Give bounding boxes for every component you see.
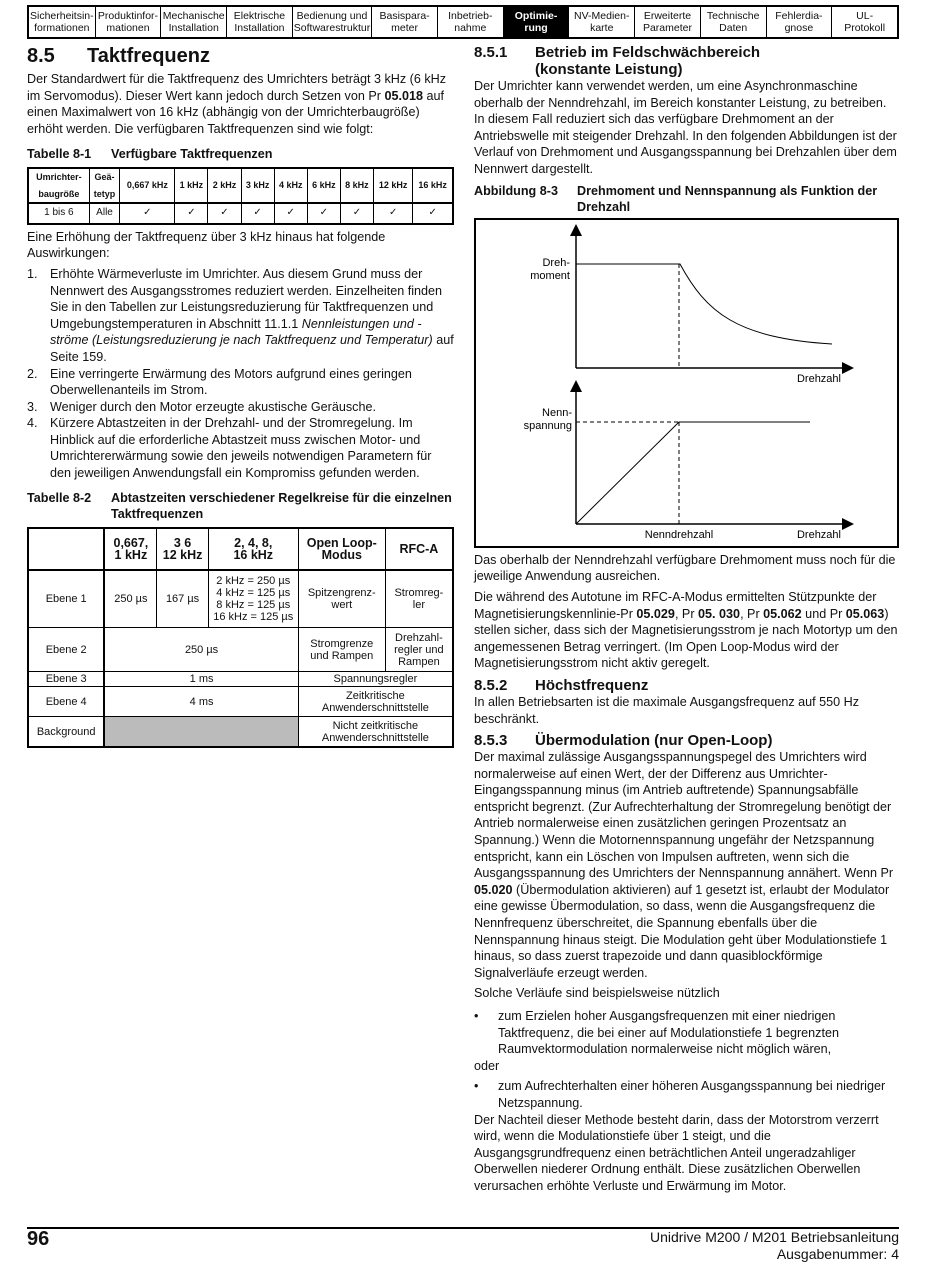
table-header: Open Loop- Modus	[298, 528, 385, 570]
section-8-5-3-heading: 8.5.3 Übermodulation (nur Open-Loop)	[474, 732, 773, 750]
table-header: 3 kHz	[241, 168, 274, 203]
nav-tab[interactable]: Inbetrieb- nahme	[438, 7, 504, 37]
nav-tab[interactable]: Fehlerdia- gnose	[767, 7, 833, 37]
list-item: • zum Erzielen hoher Ausgangsfrequenzen mit einer niedrigen Taktfrequenz, die bei einer auf Modulationstiefe 1 begrenzten Raumvektormodulation normalerweise nicht möglich wären,	[474, 1009, 839, 1057]
figure-8-3-caption: Abbildung 8-3 Drehmoment und Nennspannung als Funktion der Drehzahl	[474, 183, 878, 215]
speed-label-top: Drehzahl	[796, 372, 841, 385]
section-8-5-1-heading: 8.5.1 Betrieb im Feldschwächbereich (konstante Leistung)	[474, 44, 761, 78]
table-8-1-caption: Tabelle 8-1 Verfügbare Taktfrequenzen	[27, 147, 273, 162]
table-header: RFC-A	[385, 528, 453, 570]
table-row: Background Nicht zeitkritische Anwenderschnittstelle	[28, 717, 453, 747]
nav-tab[interactable]: NV-Medien- karte	[569, 7, 635, 37]
oder-text: oder	[474, 1058, 500, 1073]
table-header: 2 kHz	[208, 168, 241, 203]
section-8-5-2-heading: 8.5.2 Höchstfrequenz	[474, 676, 649, 694]
table-header: 3 6 12 kHz	[157, 528, 208, 570]
section-8-5-3-text: Der maximal zulässige Ausgangsspannungspegel des Umrichters wird normalerweise auf einen Wert, der der Differenz aus Umrichter-Eingangsspannung minus (im Antrieb auftretende) Spannungsabfälle entspricht begrenzt. (Zur Aufrechterhaltung der Stromregelung benötigt der Antrieb normalerweise einen zusätzlichen geringen Prozentsatz an Spannung.) Wenn die Motornennspannung ungefähr der Netzspannung entspricht, kann ein Löschen von Impulsen auftreten, wenn sich die Ausgangsspannung des Umrichters der Nennspannung annähert. Wenn Pr 05.020 (Übermodulation aktivieren) auf 1 gesetzt ist, erlaubt der Modulator eine gewisse Übermodulation, so dass, wenn die Ausgangsfrequenz die Nennfrequenz überschreitet, die Spannung ebenfalls über die Nennspannung hinaus steigt. Die Modulation geht über Modulationstiefe 1 hinaus, so dass zuerst trapezoide und dann quasiblockförmige Signalverläufe erzeugt werden.	[474, 750, 894, 980]
list-item: 1. Erhöhte Wärmeverluste im Umrichter. Aus diesem Grund muss der Nennwert des Ausgangsstromes reduziert werden. Einzelheiten finden Sie in den Tabellen zur Leistungsreduzierung für Taktfrequenzen und Umgebungstemperaturen in Abschnitt 11.1.1 Nennleistungen und -ströme (Leistungsreduzierung je nach Taktfrequenz und Temperatur) auf Seite 159.	[27, 266, 454, 364]
section-8-5-1-text: Der Umrichter kann verwendet werden, um eine Asynchronmaschine oberhalb der Nenndrehzahl, im Bereich konstanter Leistung, zu betreiben. In diesem Fall reduziert sich das verfügbare Drehmoment an der Antriebswelle mit steigender Drehzahl. In den folgenden Abbildungen ist der Verlauf von Drehmoment und Ausgangsspannung bei Drehzahlen über dem Nennwert dargestellt.	[474, 79, 897, 176]
nav-tab[interactable]: Elektrische Installation	[227, 7, 293, 37]
torque-voltage-diagram	[476, 220, 897, 546]
table-header: Geä- tetyp	[89, 168, 120, 203]
list-item: 3. Weniger durch den Motor erzeugte akustische Geräusche.	[27, 399, 376, 414]
chapter-nav	[27, 5, 899, 39]
nav-tab[interactable]: UL- Protokoll	[844, 10, 886, 34]
table-row: Ebene 1 250 µs 167 µs 2 kHz = 250 µs 4 kHz = 125 µs 8 kHz = 125 µs 16 kHz = 125 µs Spitzengrenz- wert Stromreg- ler	[28, 570, 453, 628]
figure-8-3	[474, 218, 899, 548]
effects-intro: Eine Erhöhung der Taktfrequenz über 3 kHz hinaus hat folgende Auswirkungen:	[27, 229, 386, 261]
table-cell: ✓	[208, 203, 241, 224]
table-header: 0,667 kHz	[120, 168, 175, 203]
table-header: 16 kHz	[413, 168, 453, 203]
table-header	[28, 528, 104, 570]
list-item: 4. Kürzere Abtastzeiten in der Drehzahl- und der Stromregelung. Im Hinblick auf die erforderliche Abtastzeit muss zwischen Motor- und Umrichtererwärmung sowie den jeweils notwendigen Parametern für den jeweiligen Anwendungsfall ein Kompromiss gefunden werden.	[27, 416, 432, 481]
nav-tab[interactable]: Optimie- rung	[504, 7, 570, 37]
table-row: Ebene 2 250 µs Stromgrenze und Rampen Drehzahl- regler und Rampen	[28, 628, 453, 672]
table-row: Ebene 4 4 ms Zeitkritische Anwenderschnittstelle	[28, 687, 453, 717]
list-item: • zum Aufrechterhalten einer höheren Ausgangsspannung bei niedriger Netzspannung.	[474, 1079, 886, 1110]
table-header: 8 kHz	[340, 168, 373, 203]
table-header: 0,667, 1 kHz	[104, 528, 157, 570]
autotune-text: Die während des Autotune im RFC-A-Modus ermittelten Stützpunkte der Magnetisierungskennlinie-Pr 05.029, Pr 05. 030, Pr 05.062 und Pr 05.063) stellen sicher, dass sich der Magnetisierungsstrom je nach Motortyp um den angemessenen Betrag verringert. (Im Open Loop-Modus wird der Magnetisierungsstrom nicht aktiv geregelt.	[474, 589, 898, 671]
speed-label-bottom: Drehzahl	[796, 528, 841, 541]
nav-tab[interactable]: Sicherheitsin- formationen	[29, 7, 96, 37]
table-cell: ✓	[307, 203, 340, 224]
nav-tab[interactable]: Technische Daten	[701, 7, 767, 37]
nav-tab[interactable]: Erweiterte Parameter	[635, 7, 701, 37]
table-header: 6 kHz	[307, 168, 340, 203]
table-cell: Alle	[89, 203, 120, 224]
nav-tab[interactable]: Produktinfor- mationen	[96, 7, 162, 37]
table-header: 12 kHz	[373, 168, 412, 203]
voltage-label: Nenn-spannung	[523, 406, 572, 432]
table-cell: ✓	[175, 203, 208, 224]
table-8-2	[27, 527, 454, 748]
disadvantage-text: Der Nachteil dieser Methode besteht darin, dass der Motorstrom verzerrt wird, wenn die Modulationstiefe über 1 steigt, und die Ausgangsgrundfrequenz einen beträchtlichen Anteil ungeradzahliger Oberwellen niederer Ordnung enthält. Diese zusätzlichen Oberwellen verursachen erhöhte Verluste und Erwärmung im Motor.	[474, 1112, 879, 1193]
section-8-5-heading: 8.5 Taktfrequenz	[27, 45, 210, 67]
useful-text: Solche Verläufe sind beispielsweise nützlich	[474, 986, 720, 1001]
nav-tab[interactable]: Basispara- meter	[372, 7, 438, 37]
table-header: 4 kHz	[274, 168, 307, 203]
table-header: Umrichter- baugröße	[28, 168, 89, 203]
table-cell: ✓	[120, 203, 175, 224]
right-column	[474, 44, 899, 1195]
table-header: 2, 4, 8, 16 kHz	[208, 528, 298, 570]
table-cell: ✓	[241, 203, 274, 224]
torque-label: Dreh-moment	[530, 256, 570, 282]
table-row: Ebene 3 1 ms Spannungsregler	[28, 672, 453, 687]
page-number: 96	[27, 1228, 50, 1250]
table-cell: ✓	[340, 203, 373, 224]
table-cell: ✓	[413, 203, 453, 224]
table-8-1	[27, 167, 454, 225]
table-header: 1 kHz	[175, 168, 208, 203]
after-figure-text: Das oberhalb der Nenndrehzahl verfügbare Drehmoment muss noch für die jeweilige Anwendung ausreichen.	[474, 552, 896, 584]
list-item: 2. Eine verringerte Erwärmung des Motors aufgrund eines geringen Oberwellenanteils im Strom.	[27, 366, 412, 398]
nav-tab[interactable]: Mechanische Installation	[161, 7, 227, 37]
effects-list	[27, 266, 454, 482]
left-column	[27, 44, 454, 748]
intro-paragraph: Der Standardwert für die Taktfrequenz des Umrichters beträgt 3 kHz (6 kHz im Servomodus). Dieser Wert kann jedoch durch Setzen von Pr 05.018 auf einen Maximalwert von 16 kHz (abhängig von der Umrichterbaugröße) erhöht werden. Die verfügbaren Taktfrequenzen sind wie folgt:	[27, 72, 447, 136]
nav-tab[interactable]: Bedienung und Softwarestruktur	[293, 7, 372, 37]
section-8-5-2-text: In allen Betriebsarten ist die maximale Ausgangsfrequenz auf 550 Hz beschränkt.	[474, 694, 860, 726]
rated-speed-label: Nenndrehzahl	[644, 528, 714, 541]
table-cell: 1 bis 6	[28, 203, 89, 224]
footer-title: Unidrive M200 / M201 Betriebsanleitung Ausgabenummer: 4	[649, 1229, 899, 1262]
table-cell: ✓	[274, 203, 307, 224]
table-8-2-caption: Tabelle 8-2 Abtastzeiten verschiedener Regelkreise für die einzelnen Taktfrequenzen	[27, 490, 452, 522]
table-cell: ✓	[373, 203, 412, 224]
